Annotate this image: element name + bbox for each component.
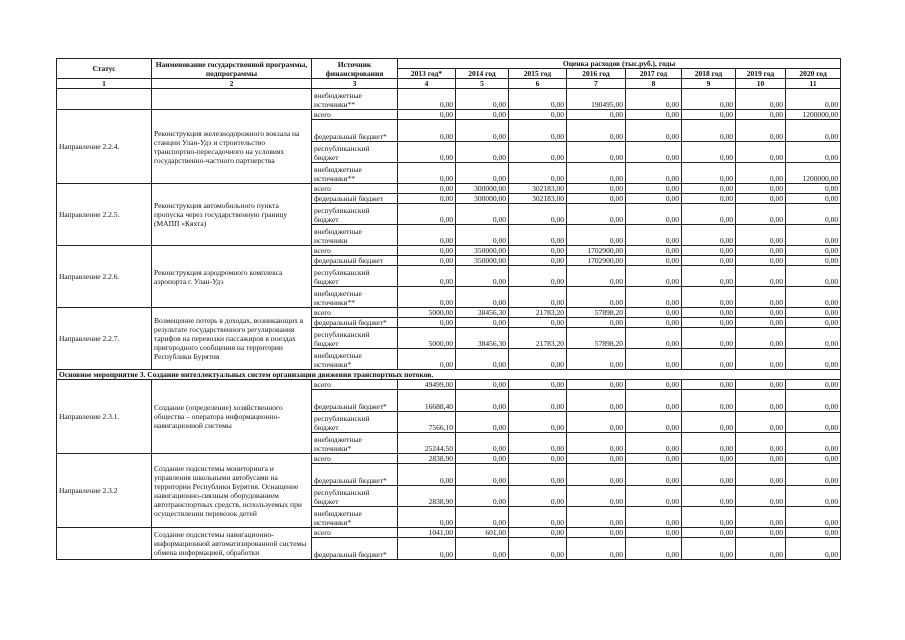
section-title: Основное мероприятие 3. Создание интеллектуальных систем организации движения транспортных потоков. — [57, 370, 841, 380]
amount-cell: 0,00 — [456, 120, 509, 142]
amount-cell: 0,00 — [567, 142, 626, 163]
year-header: 2020 год — [786, 69, 841, 79]
amount-cell: 0,00 — [682, 225, 736, 246]
amount-cell: 0,00 — [626, 225, 682, 246]
year-header: 2018 год — [682, 69, 736, 79]
amount-cell: 302183,00 — [509, 194, 567, 204]
status-cell: Направление 2.3.1. — [57, 380, 152, 454]
amount-cell: 0,00 — [398, 266, 456, 287]
amount-cell: 0,00 — [456, 454, 509, 464]
amount-cell: 0,00 — [398, 120, 456, 142]
funding-source-cell: внебюджетные источники* — [312, 507, 398, 528]
year-header: 2014 год — [456, 69, 509, 79]
amount-cell: 0,00 — [509, 349, 567, 370]
amount-cell: 0,00 — [567, 390, 626, 412]
status-cell: Направление 2.3.2 — [57, 454, 152, 528]
program-name-cell — [152, 89, 312, 110]
amount-cell: 0,00 — [736, 266, 786, 287]
amount-cell: 0,00 — [509, 266, 567, 287]
amount-cell: 0,00 — [682, 507, 736, 528]
amount-cell: 350000,00 — [456, 256, 509, 266]
program-name-cell: Возмещение потерь в доходах, возникающих в результате государственного регулирования тарифов на перевозки пассажиров в поездах пригородного сообщения на территории Республики Бурятия — [152, 308, 312, 370]
amount-cell: 0,00 — [509, 507, 567, 528]
amount-cell: 0,00 — [456, 380, 509, 390]
amount-cell: 0,00 — [509, 225, 567, 246]
column-index: 6 — [509, 79, 567, 89]
column-index: 7 — [567, 79, 626, 89]
amount-cell: 0,00 — [736, 349, 786, 370]
amount-cell: 0,00 — [682, 246, 736, 256]
funding-source-cell: всего — [312, 246, 398, 256]
amount-cell: 0,00 — [626, 256, 682, 266]
amount-cell: 0,00 — [398, 507, 456, 528]
amount-cell: 0,00 — [786, 380, 841, 390]
amount-cell: 0,00 — [509, 318, 567, 328]
amount-cell: 0,00 — [682, 142, 736, 163]
amount-cell: 0,00 — [786, 204, 841, 225]
funding-source-cell: всего — [312, 308, 398, 318]
amount-cell: 0,00 — [509, 528, 567, 538]
table-row — [57, 308, 841, 318]
amount-cell: 0,00 — [456, 110, 509, 120]
amount-cell: 0,00 — [626, 318, 682, 328]
amount-cell: 0,00 — [509, 433, 567, 454]
document-page — [56, 58, 840, 560]
amount-cell: 0,00 — [456, 266, 509, 287]
status-cell — [57, 89, 152, 110]
amount-cell: 0,00 — [626, 246, 682, 256]
funding-source-cell: всего — [312, 528, 398, 538]
amount-cell: 21783,20 — [509, 308, 567, 318]
amount-cell: 0,00 — [786, 246, 841, 256]
amount-cell: 0,00 — [398, 194, 456, 204]
amount-cell: 0,00 — [736, 256, 786, 266]
amount-cell: 0,00 — [626, 184, 682, 194]
year-header: 2017 год — [626, 69, 682, 79]
amount-cell: 0,00 — [682, 464, 736, 486]
amount-cell: 0,00 — [736, 287, 786, 308]
funding-source-cell: республиканский бюджет — [312, 266, 398, 287]
table-row — [57, 110, 841, 120]
amount-cell: 0,00 — [567, 486, 626, 507]
amount-cell: 0,00 — [626, 308, 682, 318]
amount-cell: 0,00 — [567, 266, 626, 287]
amount-cell: 0,00 — [682, 528, 736, 538]
amount-cell: 0,00 — [398, 464, 456, 486]
amount-cell: 0,00 — [509, 486, 567, 507]
amount-cell: 0,00 — [626, 486, 682, 507]
table-row — [57, 454, 841, 464]
amount-cell: 0,00 — [682, 120, 736, 142]
status-cell: Направление 2.2.7. — [57, 308, 152, 370]
amount-cell: 38456,30 — [456, 328, 509, 349]
amount-cell: 601,00 — [456, 528, 509, 538]
expenditure-table — [56, 58, 841, 560]
amount-cell: 0,00 — [786, 349, 841, 370]
amount-cell: 0,00 — [682, 308, 736, 318]
amount-cell: 0,00 — [626, 380, 682, 390]
amount-cell: 0,00 — [736, 120, 786, 142]
funding-source-cell: республиканский бюджет — [312, 328, 398, 349]
amount-cell: 0,00 — [398, 204, 456, 225]
amount-cell: 16688,40 — [398, 390, 456, 412]
amount-cell: 0,00 — [736, 89, 786, 110]
amount-cell: 0,00 — [509, 390, 567, 412]
amount-cell: 0,00 — [682, 89, 736, 110]
amount-cell: 0,00 — [567, 120, 626, 142]
amount-cell: 0,00 — [456, 390, 509, 412]
funding-source-cell: республиканский бюджет — [312, 412, 398, 433]
amount-cell: 0,00 — [567, 225, 626, 246]
amount-cell: 0,00 — [626, 454, 682, 464]
amount-cell: 0,00 — [398, 184, 456, 194]
amount-cell: 0,00 — [786, 328, 841, 349]
amount-cell: 0,00 — [398, 110, 456, 120]
funding-source-header: Источник финансирования — [312, 59, 398, 79]
amount-cell: 0,00 — [786, 142, 841, 163]
amount-cell: 0,00 — [509, 454, 567, 464]
column-index: 1 — [57, 79, 152, 89]
amount-cell: 1702900,00 — [567, 246, 626, 256]
amount-cell: 0,00 — [626, 464, 682, 486]
amount-cell: 0,00 — [682, 110, 736, 120]
amount-cell: 1200000,00 — [786, 163, 841, 184]
column-index: 8 — [626, 79, 682, 89]
amount-cell: 0,00 — [567, 318, 626, 328]
amount-cell: 0,00 — [567, 464, 626, 486]
amount-cell: 0,00 — [456, 507, 509, 528]
amount-cell: 0,00 — [626, 528, 682, 538]
amount-cell: 0,00 — [456, 318, 509, 328]
amount-cell: 0,00 — [509, 163, 567, 184]
amount-cell: 0,00 — [682, 163, 736, 184]
status-cell: Направление 2.2.6. — [57, 246, 152, 308]
column-index: 4 — [398, 79, 456, 89]
amount-cell: 0,00 — [509, 89, 567, 110]
amount-cell: 0,00 — [786, 266, 841, 287]
amount-cell: 0,00 — [567, 163, 626, 184]
amount-cell: 0,00 — [626, 120, 682, 142]
amount-cell: 0,00 — [626, 266, 682, 287]
program-name-header: Наименование государственной программы, подпрограммы — [152, 59, 312, 79]
amount-cell: 0,00 — [786, 538, 841, 560]
amount-cell: 0,00 — [736, 184, 786, 194]
amount-cell: 0,00 — [567, 204, 626, 225]
amount-cell: 0,00 — [626, 163, 682, 184]
amount-cell: 0,00 — [626, 412, 682, 433]
funding-source-cell: внебюджетные источники** — [312, 89, 398, 110]
amount-cell: 0,00 — [682, 433, 736, 454]
year-header: 2013 год* — [398, 69, 456, 79]
amount-cell: 0,00 — [736, 538, 786, 560]
amount-cell: 0,00 — [456, 486, 509, 507]
amount-cell: 0,00 — [509, 412, 567, 433]
amount-cell: 0,00 — [786, 454, 841, 464]
amount-cell: 0,00 — [567, 507, 626, 528]
status-header: Статус — [57, 59, 152, 79]
expense-estimate-header: Оценка расходов (тыс.руб.), годы — [398, 59, 841, 69]
amount-cell: 0,00 — [786, 528, 841, 538]
funding-source-cell: всего — [312, 110, 398, 120]
funding-source-cell: республиканский бюджет — [312, 142, 398, 163]
column-index: 11 — [786, 79, 841, 89]
amount-cell: 0,00 — [736, 528, 786, 538]
amount-cell: 0,00 — [626, 507, 682, 528]
amount-cell: 0,00 — [682, 266, 736, 287]
amount-cell: 350000,00 — [456, 246, 509, 256]
amount-cell: 0,00 — [736, 110, 786, 120]
year-header: 2015 год — [509, 69, 567, 79]
amount-cell: 0,00 — [626, 287, 682, 308]
amount-cell: 0,00 — [786, 464, 841, 486]
amount-cell: 0,00 — [786, 256, 841, 266]
amount-cell: 2838,90 — [398, 486, 456, 507]
amount-cell: 0,00 — [786, 412, 841, 433]
amount-cell: 0,00 — [398, 256, 456, 266]
program-name-cell: Реконструкция железнодорожного вокзала на станции Улан-Удэ и строительство транспортно-пересадочного на условиях государственно-частного партнерства — [152, 110, 312, 184]
funding-source-cell: внебюджетные источники* — [312, 433, 398, 454]
amount-cell: 1200000,00 — [786, 110, 841, 120]
amount-cell: 0,00 — [456, 225, 509, 246]
amount-cell: 5000,00 — [398, 328, 456, 349]
amount-cell: 0,00 — [509, 464, 567, 486]
amount-cell: 0,00 — [398, 163, 456, 184]
funding-source-cell: всего — [312, 184, 398, 194]
amount-cell: 0,00 — [682, 184, 736, 194]
amount-cell: 0,00 — [456, 349, 509, 370]
program-name-cell: Реконструкция автомобильного пункта пропуска через государственную границу (МАПП «Кяхта) — [152, 184, 312, 246]
amount-cell: 0,00 — [626, 204, 682, 225]
amount-cell: 0,00 — [456, 287, 509, 308]
amount-cell: 0,00 — [736, 194, 786, 204]
amount-cell: 0,00 — [736, 380, 786, 390]
amount-cell: 0,00 — [786, 184, 841, 194]
amount-cell: 0,00 — [398, 287, 456, 308]
year-header: 2019 год — [736, 69, 786, 79]
amount-cell: 0,00 — [736, 464, 786, 486]
amount-cell: 0,00 — [567, 538, 626, 560]
amount-cell: 0,00 — [456, 464, 509, 486]
amount-cell: 0,00 — [509, 246, 567, 256]
amount-cell: 0,00 — [398, 349, 456, 370]
amount-cell: 0,00 — [456, 142, 509, 163]
program-name-cell: Создание подсистемы мониторинга и управления школьными автобусами на территории Республики Бурятия. Оснащение навигационно-связным оборудованием автотранспортных средств, используемых при осуществлении перевозок детей — [152, 454, 312, 528]
amount-cell: 0,00 — [567, 433, 626, 454]
amount-cell: 0,00 — [682, 318, 736, 328]
amount-cell: 25244,50 — [398, 433, 456, 454]
table-row — [57, 380, 841, 390]
amount-cell: 300000,00 — [456, 184, 509, 194]
amount-cell: 2838,90 — [398, 454, 456, 464]
amount-cell: 0,00 — [567, 110, 626, 120]
amount-cell: 0,00 — [736, 390, 786, 412]
amount-cell: 7566,10 — [398, 412, 456, 433]
amount-cell: 0,00 — [786, 433, 841, 454]
amount-cell: 0,00 — [567, 454, 626, 464]
amount-cell: 0,00 — [398, 318, 456, 328]
amount-cell: 190495,00 — [567, 89, 626, 110]
funding-source-cell: федеральный бюджет — [312, 256, 398, 266]
amount-cell: 0,00 — [567, 380, 626, 390]
table-header — [57, 59, 841, 89]
amount-cell: 0,00 — [456, 163, 509, 184]
amount-cell: 0,00 — [456, 204, 509, 225]
amount-cell: 0,00 — [398, 225, 456, 246]
amount-cell: 0,00 — [786, 390, 841, 412]
amount-cell: 0,00 — [567, 184, 626, 194]
funding-source-cell: внебюджетные источники* — [312, 349, 398, 370]
amount-cell: 1041,00 — [398, 528, 456, 538]
amount-cell: 0,00 — [736, 163, 786, 184]
amount-cell: 0,00 — [682, 287, 736, 308]
amount-cell: 38456,30 — [456, 308, 509, 318]
status-cell: Направление 2.2.5. — [57, 184, 152, 246]
amount-cell: 0,00 — [736, 486, 786, 507]
amount-cell: 57898,20 — [567, 328, 626, 349]
funding-source-cell: федеральный бюджет* — [312, 120, 398, 142]
funding-source-cell: федеральный бюджет* — [312, 390, 398, 412]
section-row — [57, 370, 841, 380]
amount-cell: 0,00 — [736, 412, 786, 433]
amount-cell: 0,00 — [786, 308, 841, 318]
amount-cell: 0,00 — [626, 89, 682, 110]
amount-cell: 0,00 — [567, 349, 626, 370]
amount-cell: 0,00 — [456, 89, 509, 110]
amount-cell: 0,00 — [626, 433, 682, 454]
status-cell — [57, 528, 152, 560]
amount-cell: 302183,00 — [509, 184, 567, 194]
amount-cell: 0,00 — [509, 380, 567, 390]
amount-cell: 0,00 — [736, 318, 786, 328]
amount-cell: 0,00 — [682, 380, 736, 390]
column-index: 3 — [312, 79, 398, 89]
amount-cell: 0,00 — [682, 454, 736, 464]
amount-cell: 0,00 — [786, 486, 841, 507]
funding-source-cell: внебюджетные источники** — [312, 163, 398, 184]
funding-source-cell: федеральный бюджет — [312, 194, 398, 204]
column-index: 10 — [736, 79, 786, 89]
amount-cell: 0,00 — [398, 538, 456, 560]
funding-source-cell: всего — [312, 454, 398, 464]
amount-cell: 0,00 — [786, 194, 841, 204]
amount-cell: 0,00 — [509, 120, 567, 142]
funding-source-cell: внебюджетные источники — [312, 225, 398, 246]
amount-cell: 0,00 — [509, 142, 567, 163]
amount-cell: 21783,20 — [509, 328, 567, 349]
amount-cell: 0,00 — [626, 194, 682, 204]
amount-cell: 0,00 — [786, 287, 841, 308]
amount-cell: 0,00 — [626, 142, 682, 163]
amount-cell: 0,00 — [456, 538, 509, 560]
amount-cell: 0,00 — [626, 110, 682, 120]
column-index: 9 — [682, 79, 736, 89]
amount-cell: 0,00 — [736, 433, 786, 454]
amount-cell: 0,00 — [682, 194, 736, 204]
amount-cell: 57898,20 — [567, 308, 626, 318]
table-row — [57, 89, 841, 110]
amount-cell: 0,00 — [509, 204, 567, 225]
amount-cell: 0,00 — [786, 120, 841, 142]
amount-cell: 0,00 — [682, 390, 736, 412]
amount-cell: 0,00 — [509, 110, 567, 120]
funding-source-cell: федеральный бюджет* — [312, 318, 398, 328]
table-body — [57, 89, 841, 560]
table-row — [57, 528, 841, 538]
amount-cell: 0,00 — [682, 204, 736, 225]
amount-cell: 0,00 — [786, 89, 841, 110]
amount-cell: 5000,00 — [398, 308, 456, 318]
funding-source-cell: республиканский бюджет — [312, 486, 398, 507]
amount-cell: 0,00 — [567, 194, 626, 204]
amount-cell: 0,00 — [626, 538, 682, 560]
amount-cell: 0,00 — [786, 225, 841, 246]
amount-cell: 0,00 — [398, 142, 456, 163]
amount-cell: 0,00 — [736, 328, 786, 349]
amount-cell: 0,00 — [682, 412, 736, 433]
column-index: 5 — [456, 79, 509, 89]
funding-source-cell: всего — [312, 380, 398, 390]
amount-cell: 0,00 — [567, 287, 626, 308]
amount-cell: 0,00 — [682, 538, 736, 560]
amount-cell: 0,00 — [626, 390, 682, 412]
amount-cell: 0,00 — [682, 349, 736, 370]
amount-cell: 0,00 — [736, 225, 786, 246]
amount-cell: 0,00 — [509, 538, 567, 560]
year-header: 2016 год — [567, 69, 626, 79]
amount-cell: 0,00 — [682, 328, 736, 349]
amount-cell: 0,00 — [786, 318, 841, 328]
amount-cell: 0,00 — [786, 507, 841, 528]
funding-source-cell: федеральный бюджет* — [312, 464, 398, 486]
amount-cell: 0,00 — [736, 507, 786, 528]
amount-cell: 0,00 — [736, 204, 786, 225]
funding-source-cell: федеральный бюджет* — [312, 538, 398, 560]
amount-cell: 0,00 — [736, 308, 786, 318]
status-cell: Направление 2.2.4. — [57, 110, 152, 184]
program-name-cell: Реконструкция аэродромного комплекса аэропорта г. Улан-Удэ — [152, 246, 312, 308]
program-name-cell: Создание подсистемы навигационно-информационной автоматизированной системы обмена информацией, обработки — [152, 528, 312, 560]
amount-cell: 0,00 — [567, 528, 626, 538]
amount-cell: 49499,00 — [398, 380, 456, 390]
table-row — [57, 184, 841, 194]
amount-cell: 300000,00 — [456, 194, 509, 204]
table-row — [57, 246, 841, 256]
amount-cell: 0,00 — [736, 454, 786, 464]
amount-cell: 0,00 — [736, 246, 786, 256]
funding-source-cell: внебюджетные источники** — [312, 287, 398, 308]
amount-cell: 0,00 — [398, 89, 456, 110]
column-index: 2 — [152, 79, 312, 89]
amount-cell: 0,00 — [567, 412, 626, 433]
amount-cell: 0,00 — [509, 287, 567, 308]
amount-cell: 0,00 — [626, 328, 682, 349]
program-name-cell: Создание (определение) хозяйственного общества – оператора информационно-навигационной системы — [152, 380, 312, 454]
amount-cell: 0,00 — [626, 349, 682, 370]
amount-cell: 0,00 — [398, 246, 456, 256]
funding-source-cell: республиканский бюджет — [312, 204, 398, 225]
amount-cell: 0,00 — [509, 256, 567, 266]
amount-cell: 0,00 — [456, 412, 509, 433]
amount-cell: 0,00 — [682, 486, 736, 507]
amount-cell: 0,00 — [736, 142, 786, 163]
amount-cell: 0,00 — [682, 256, 736, 266]
amount-cell: 1702900,00 — [567, 256, 626, 266]
amount-cell: 0,00 — [456, 433, 509, 454]
